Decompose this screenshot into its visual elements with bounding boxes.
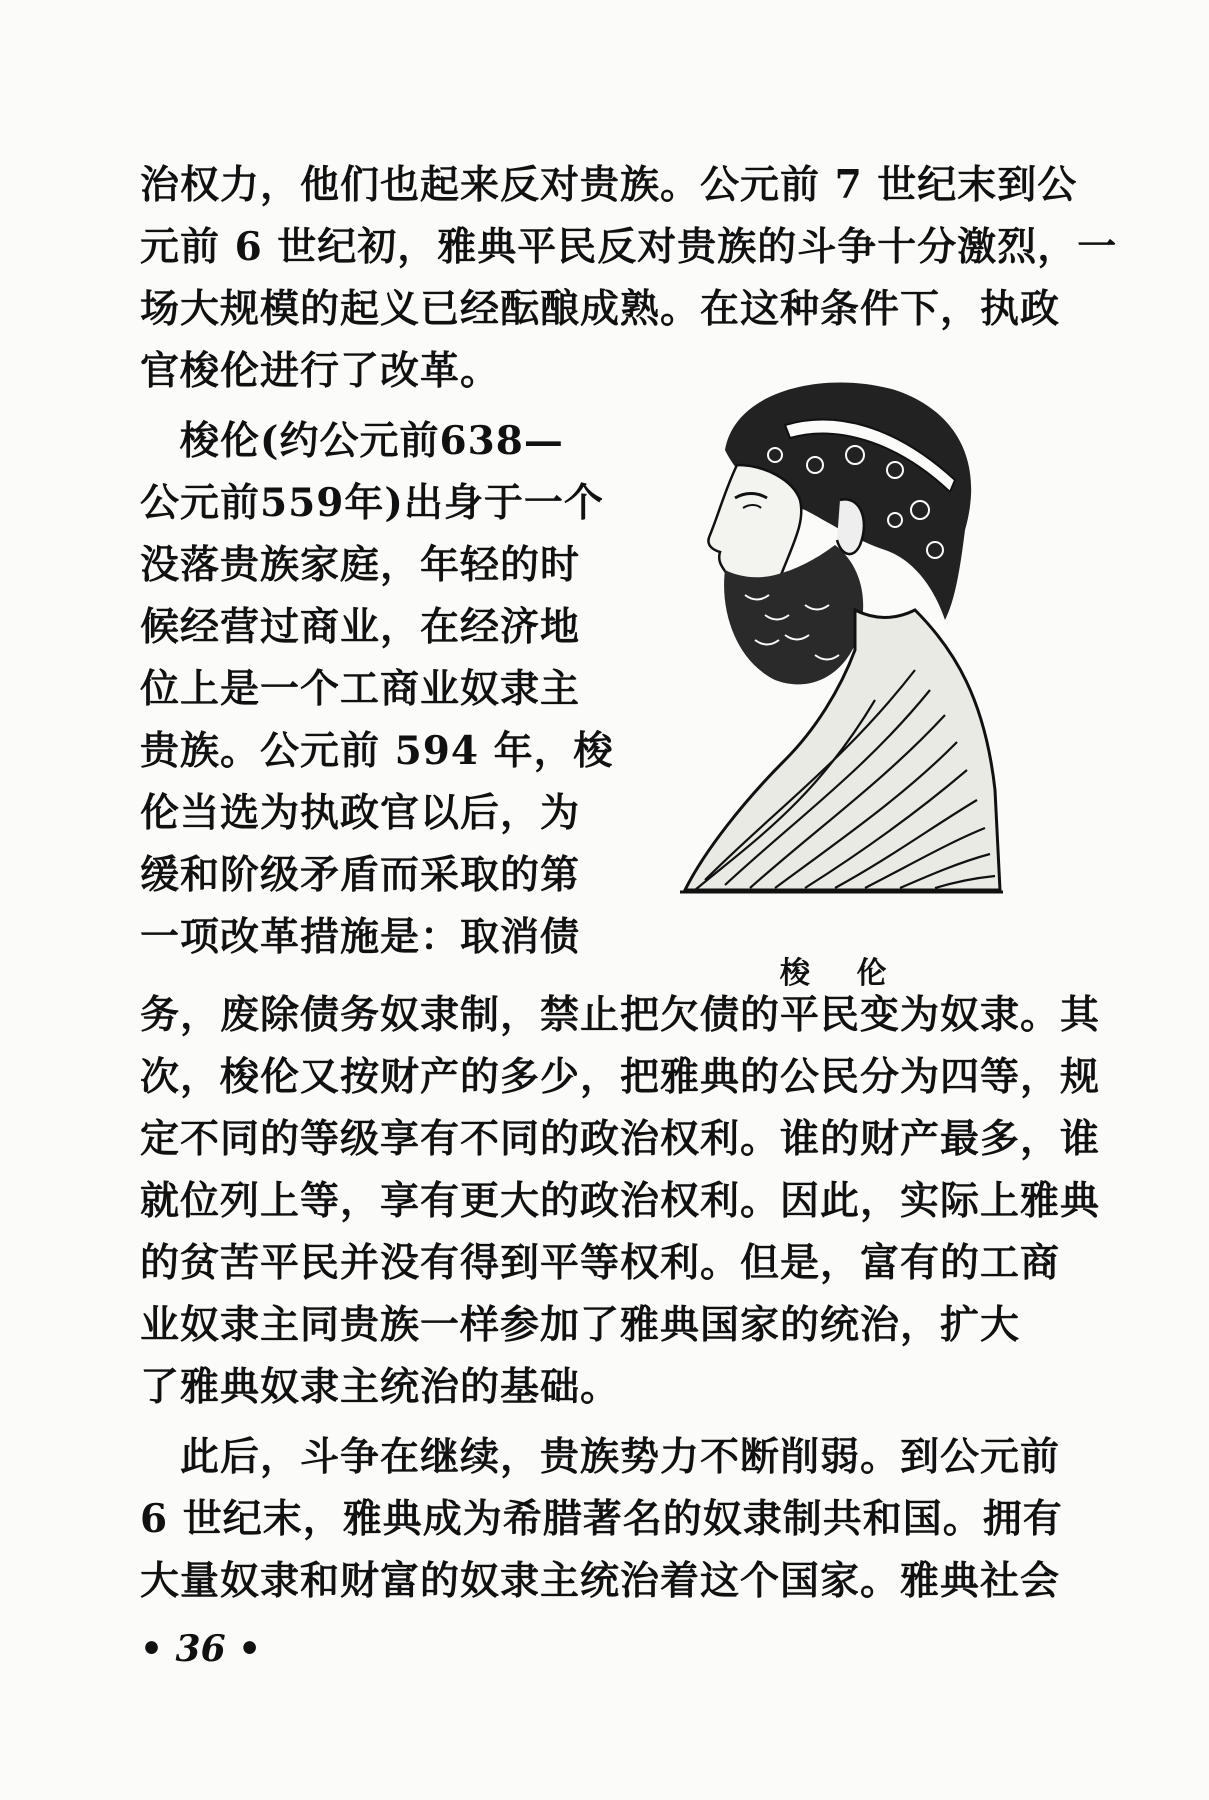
text-line: 位上是一个工商业奴隶主 [140, 666, 581, 712]
text-line: 6 世纪末，雅典成为希腊著名的奴隶制共和国。拥有 [140, 1496, 1063, 1542]
text-line: 次，梭伦又按财产的多少，把雅典的公民分为四等，规 [140, 1054, 1101, 1100]
text-line: 大量奴隶和财富的奴隶主统治着这个国家。雅典社会 [140, 1558, 1061, 1604]
text-line: 业奴隶主同贵族一样参加了雅典国家的统治，扩大 [140, 1302, 1021, 1348]
text-line: 此后，斗争在继续，贵族势力不断削弱。到公元前 [140, 1434, 1061, 1480]
solon-portrait-image [665, 370, 1010, 910]
figure-caption: 梭 伦 [780, 956, 905, 991]
text-line: 场大规模的起义已经酝酿成熟。在这种条件下，执政 [140, 286, 1061, 332]
text-line: 梭伦(约公元前638— [140, 418, 564, 464]
text-line: 元前 6 世纪初，雅典平民反对贵族的斗争十分激烈，一 [140, 224, 1118, 270]
text-line: 缓和阶级矛盾而采取的第 [140, 852, 581, 898]
page-number: • 36 • [140, 1628, 262, 1670]
text-line: 贵族。公元前 594 年，梭 [140, 728, 614, 774]
text-line: 了雅典奴隶主统治的基础。 [140, 1364, 621, 1410]
text-line: 一项改革措施是：取消债 [140, 914, 581, 960]
text-line: 官梭伦进行了改革。 [140, 348, 501, 394]
text-line: 就位列上等，享有更大的政治权利。因此，实际上雅典 [140, 1178, 1101, 1224]
text-line: 务，废除债务奴隶制，禁止把欠债的平民变为奴隶。其 [140, 992, 1101, 1038]
text-line: 没落贵族家庭，年轻的时 [140, 542, 581, 588]
text-line: 治权力，他们也起来反对贵族。公元前 7 世纪末到公 [140, 162, 1078, 208]
text-line: 伦当选为执政官以后，为 [140, 790, 581, 836]
text-line: 候经营过商业，在经济地 [140, 604, 581, 650]
text-line: 定不同的等级享有不同的政治权利。谁的财产最多，谁 [140, 1116, 1101, 1162]
text-line: 的贫苦平民并没有得到平等权利。但是，富有的工商 [140, 1240, 1061, 1286]
text-line: 公元前559年)出身于一个 [140, 480, 604, 526]
